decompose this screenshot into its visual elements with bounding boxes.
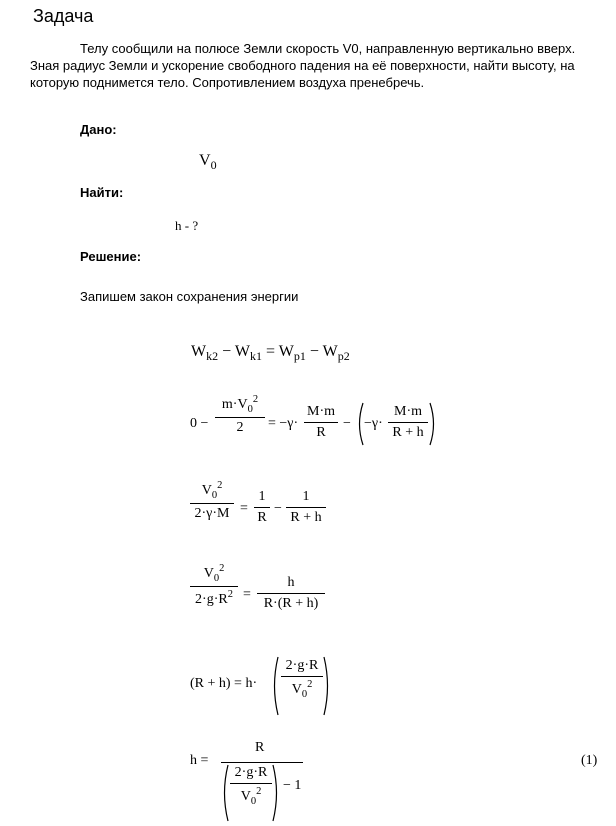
minus-sign: − bbox=[222, 343, 232, 360]
eq4-den bbox=[190, 589, 238, 608]
eq5-v: V bbox=[291, 682, 302, 697]
w-sub: p2 bbox=[337, 349, 350, 363]
w-symbol: W bbox=[322, 343, 338, 360]
fraction-bar bbox=[215, 417, 265, 418]
equation-energy-conservation bbox=[191, 343, 350, 364]
eq3-lhs-fraction bbox=[190, 480, 234, 522]
eq3-minus: − bbox=[274, 501, 282, 516]
page-title: Задача bbox=[33, 6, 94, 26]
fraction-bar bbox=[230, 783, 272, 784]
eq4-v: V bbox=[203, 566, 214, 581]
eq2-den: 2 bbox=[236, 420, 244, 435]
w-sub: k2 bbox=[206, 349, 219, 363]
eq2-num-sub: 0 bbox=[247, 404, 253, 415]
eq2-f2-num: M·m bbox=[307, 404, 335, 419]
equation-number: (1) bbox=[581, 753, 598, 768]
fraction-bar bbox=[190, 586, 238, 587]
left-paren bbox=[270, 656, 280, 716]
eq3-f1-num: 1 bbox=[258, 489, 266, 504]
eq4-den-base: 2·g·R bbox=[195, 592, 228, 607]
eq3-v: V bbox=[201, 483, 212, 498]
eq2-inner: −γ· bbox=[364, 416, 383, 431]
given-value bbox=[199, 152, 217, 173]
eq4-rhs-fraction bbox=[257, 575, 325, 612]
eq4-rhs-num: h bbox=[287, 575, 295, 590]
eq4-lhs-fraction bbox=[190, 563, 238, 608]
eq2-num-base: m·V bbox=[221, 397, 248, 412]
eq2-num bbox=[215, 394, 265, 415]
fraction-bar bbox=[304, 422, 338, 423]
eq6-inner-num: 2·g·R bbox=[234, 765, 268, 780]
eq4-v-sup: 2 bbox=[219, 563, 225, 574]
eq4-rhs-den: R·(R + h) bbox=[263, 596, 319, 611]
eq5-den bbox=[281, 679, 323, 700]
given-label: Дано: bbox=[80, 122, 117, 137]
solution-intro: Запишем закон сохранения энергии bbox=[80, 289, 299, 304]
eq5-lhs: (R + h) = h· bbox=[190, 676, 258, 691]
eq3-v-sup: 2 bbox=[217, 480, 223, 491]
eq3-f2-num: 1 bbox=[302, 489, 310, 504]
eq3-den: 2·γ·M bbox=[194, 506, 230, 521]
eq2-equals: = −γ· bbox=[268, 416, 299, 431]
eq2-f2-den: R bbox=[316, 425, 326, 440]
w-symbol: W bbox=[191, 343, 207, 360]
eq6-lhs: h = bbox=[190, 753, 209, 768]
eq4-num bbox=[190, 563, 238, 584]
w-symbol: W bbox=[278, 343, 294, 360]
eq2-minus: − bbox=[343, 416, 351, 431]
problem-statement: Телу сообщили на полюсе Земли скорость V0, направленную вертикально вверх. Зная радиус Земли и ускорение свободного падения на её поверхности, найти высоту, на которую поднимется тело. Сопротивлением воздуха пренебречь. bbox=[30, 41, 576, 90]
eq3-equals: = bbox=[240, 501, 248, 516]
right-paren bbox=[428, 402, 438, 446]
eq4-den-sup: 2 bbox=[227, 589, 233, 600]
eq2-fraction-potential-2 bbox=[388, 404, 428, 441]
w-sub: p1 bbox=[293, 349, 306, 363]
right-paren bbox=[271, 764, 281, 822]
equals-sign: = bbox=[265, 343, 275, 360]
eq3-num bbox=[190, 480, 234, 501]
eq6-inner-den bbox=[230, 786, 272, 807]
eq4-v-sub: 0 bbox=[213, 573, 220, 584]
eq5-v-sub: 0 bbox=[301, 689, 308, 700]
eq2-zero: 0 − bbox=[190, 416, 209, 431]
eq6-inner-fraction bbox=[230, 765, 272, 807]
eq5-num: 2·g·R bbox=[285, 658, 319, 673]
eq6-v-sup: 2 bbox=[256, 786, 262, 797]
eq2-f3-den: R + h bbox=[392, 425, 424, 440]
eq4-equals: = bbox=[243, 587, 251, 602]
eq6-v: V bbox=[240, 789, 251, 804]
eq5-fraction bbox=[281, 658, 323, 700]
solution-label: Решение: bbox=[80, 249, 142, 264]
w-symbol: W bbox=[234, 343, 250, 360]
find-label: Найти: bbox=[80, 185, 124, 200]
fraction-bar bbox=[388, 422, 428, 423]
fraction-bar bbox=[190, 503, 234, 504]
right-paren bbox=[322, 656, 332, 716]
eq2-fraction-kinetic bbox=[215, 394, 265, 436]
eq6-minus-one: − 1 bbox=[283, 778, 302, 793]
left-paren bbox=[220, 764, 230, 822]
fraction-bar bbox=[286, 507, 326, 508]
eq2-num-sup: 2 bbox=[252, 394, 259, 405]
eq3-v-sub: 0 bbox=[211, 490, 218, 501]
eq3-f1-den: R bbox=[257, 510, 267, 525]
eq2-f3-num: M·m bbox=[394, 404, 422, 419]
eq6-v-sub: 0 bbox=[250, 796, 257, 807]
eq5-v-sup: 2 bbox=[307, 679, 313, 690]
given-v-sub: 0 bbox=[210, 158, 217, 172]
eq3-f2-den: R + h bbox=[290, 510, 322, 525]
eq3-fraction-2 bbox=[286, 489, 326, 526]
given-v: V bbox=[199, 152, 211, 169]
fraction-bar bbox=[281, 676, 323, 677]
fraction-bar bbox=[257, 593, 325, 594]
fraction-bar bbox=[221, 762, 303, 763]
fraction-bar bbox=[254, 507, 270, 508]
eq3-fraction-1 bbox=[254, 489, 270, 526]
eq6-num: R bbox=[255, 740, 265, 755]
minus-sign: − bbox=[309, 343, 319, 360]
find-value: h - ? bbox=[175, 218, 199, 233]
eq2-fraction-potential bbox=[304, 404, 338, 441]
w-sub: k1 bbox=[249, 349, 262, 363]
